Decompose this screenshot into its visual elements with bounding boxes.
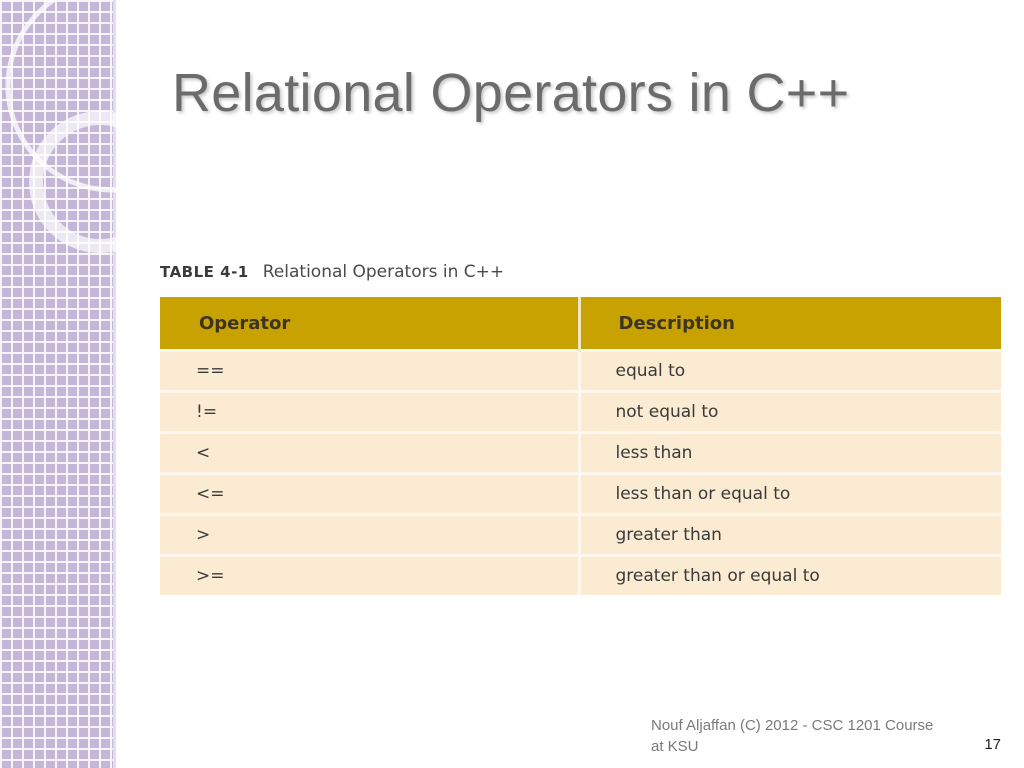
operator-cell: == xyxy=(160,351,579,392)
description-cell: greater than or equal to xyxy=(579,556,1001,596)
table-name: Relational Operators in C++ xyxy=(262,262,505,282)
small-ring xyxy=(36,118,140,246)
table-row xyxy=(160,556,1001,596)
footer-credit: Nouf Aljaffan (C) 2012 - CSC 1201 Course at KSU xyxy=(651,717,934,755)
operator-cell: != xyxy=(160,392,579,433)
operator-cell: >= xyxy=(160,556,579,596)
decorative-rings xyxy=(0,0,140,270)
slide-number: 17 xyxy=(984,736,1001,753)
column-header-operator: Operator xyxy=(160,297,579,351)
operator-cell: < xyxy=(160,433,579,474)
description-cell: greater than xyxy=(579,515,1001,556)
slide-title: Relational Operators in C++ xyxy=(172,63,850,123)
relational-operators-table xyxy=(160,297,1001,595)
description-cell: equal to xyxy=(579,351,1001,392)
operator-cell: <= xyxy=(160,474,579,515)
description-cell: less than xyxy=(579,433,1001,474)
operator-cell: > xyxy=(160,515,579,556)
description-cell: less than or equal to xyxy=(579,474,1001,515)
column-header-description: Description xyxy=(579,297,1001,351)
table-caption xyxy=(160,258,504,286)
table-number: TABLE 4-1 xyxy=(160,263,249,281)
table-row xyxy=(160,515,1001,556)
table-row xyxy=(160,392,1001,433)
table-row xyxy=(160,474,1001,515)
table-header-row xyxy=(160,297,1001,351)
description-cell: not equal to xyxy=(579,392,1001,433)
large-ring xyxy=(8,0,140,190)
table-row xyxy=(160,351,1001,392)
table-row xyxy=(160,433,1001,474)
